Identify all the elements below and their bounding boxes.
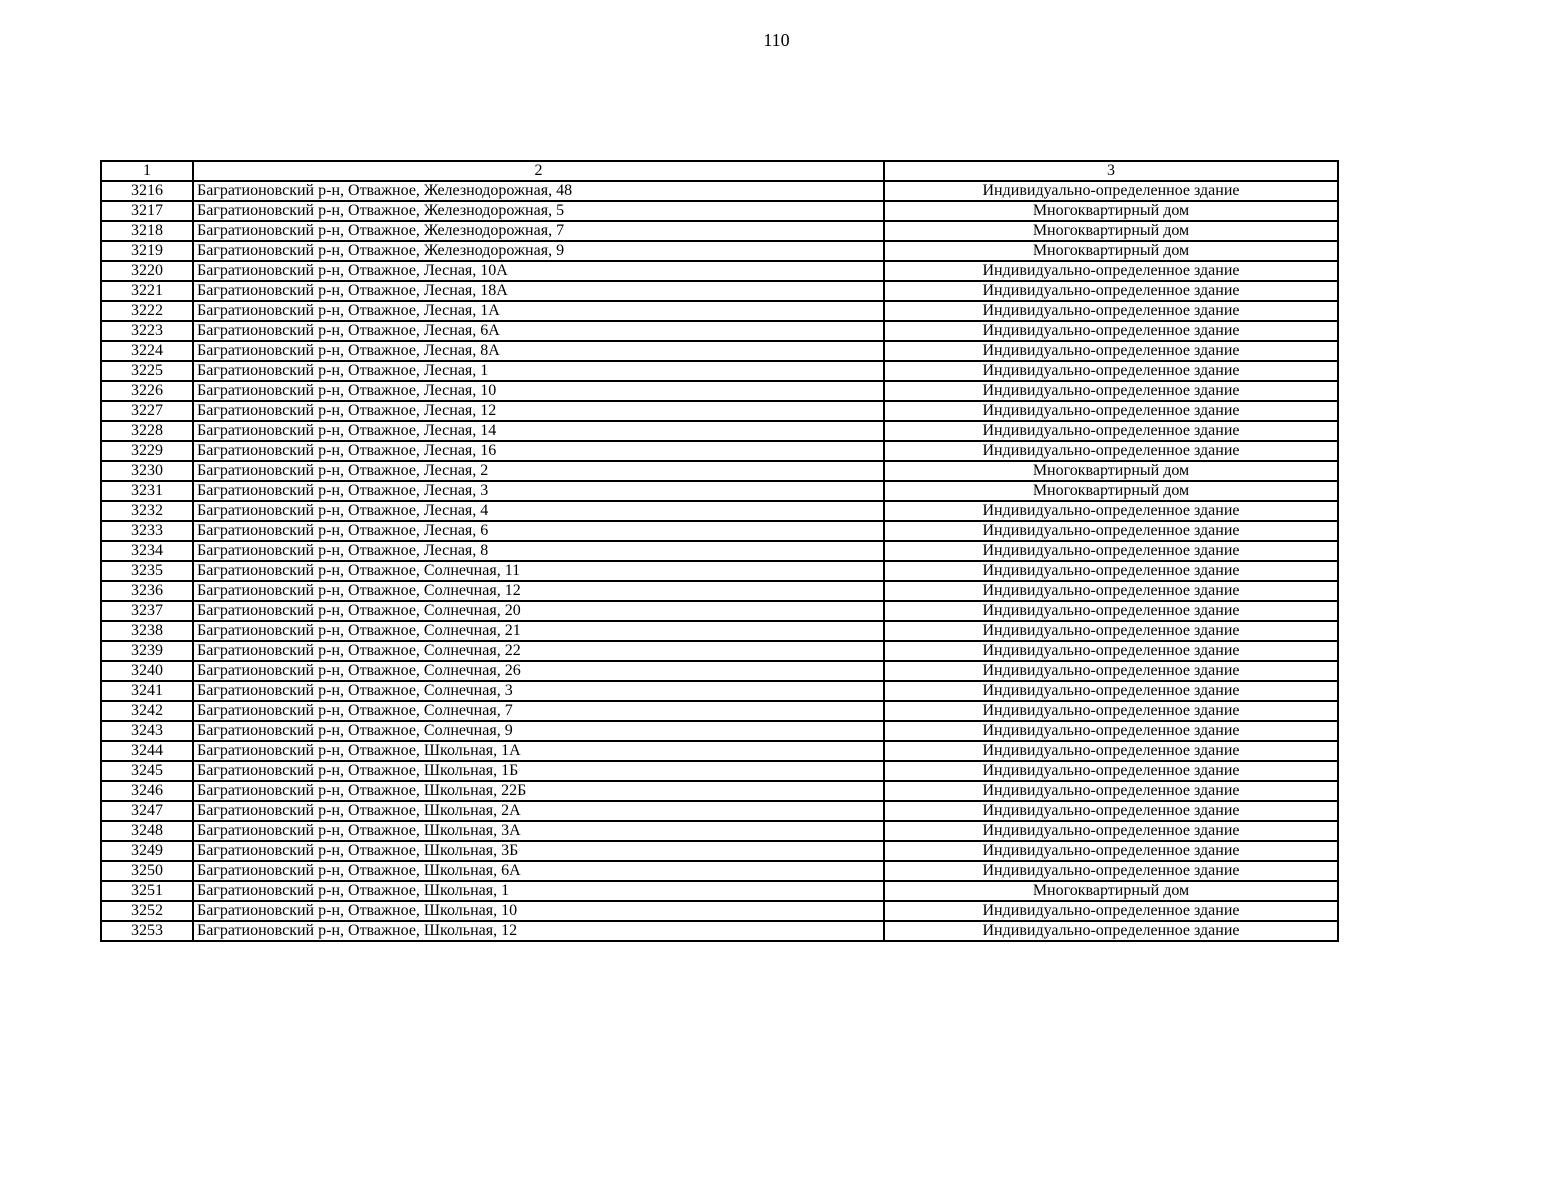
table-row (101, 301, 1338, 321)
row-number-cell: 3249 (101, 841, 193, 861)
row-number-cell: 3240 (101, 661, 193, 681)
table-row (101, 361, 1338, 381)
address-cell: Багратионовский р-н, Отважное, Железнодорожная, 5 (193, 201, 884, 221)
address-cell: Багратионовский р-н, Отважное, Солнечная, 22 (193, 641, 884, 661)
address-cell: Багратионовский р-н, Отважное, Лесная, 1 (193, 361, 884, 381)
object-type-cell: Индивидуально-определенное здание (884, 601, 1338, 621)
object-type-cell: Индивидуально-определенное здание (884, 181, 1338, 201)
address-cell: Багратионовский р-н, Отважное, Лесная, 10 (193, 381, 884, 401)
object-type-cell: Индивидуально-определенное здание (884, 841, 1338, 861)
row-number-cell: 3230 (101, 461, 193, 481)
address-cell: Багратионовский р-н, Отважное, Солнечная, 26 (193, 661, 884, 681)
object-type-cell: Многоквартирный дом (884, 461, 1338, 481)
object-type-cell: Индивидуально-определенное здание (884, 721, 1338, 741)
object-type-cell: Индивидуально-определенное здание (884, 641, 1338, 661)
object-type-cell: Индивидуально-определенное здание (884, 661, 1338, 681)
row-number-cell: 3227 (101, 401, 193, 421)
table-row (101, 721, 1338, 741)
row-number-cell: 3217 (101, 201, 193, 221)
table-row (101, 841, 1338, 861)
table-row (101, 321, 1338, 341)
row-number-cell: 3237 (101, 601, 193, 621)
address-cell: Багратионовский р-н, Отважное, Лесная, 14 (193, 421, 884, 441)
row-number-cell: 3235 (101, 561, 193, 581)
object-type-cell: Индивидуально-определенное здание (884, 921, 1338, 941)
row-number-cell: 3239 (101, 641, 193, 661)
header-row (101, 161, 1338, 181)
header-cell-1: 1 (101, 161, 193, 181)
address-cell: Багратионовский р-н, Отважное, Лесная, 16 (193, 441, 884, 461)
address-cell: Багратионовский р-н, Отважное, Солнечная, 9 (193, 721, 884, 741)
row-number-cell: 3231 (101, 481, 193, 501)
registry-table (100, 160, 1339, 942)
row-number-cell: 3248 (101, 821, 193, 841)
object-type-cell: Индивидуально-определенное здание (884, 901, 1338, 921)
table-row (101, 681, 1338, 701)
address-cell: Багратионовский р-н, Отважное, Школьная, 6А (193, 861, 884, 881)
row-number-cell: 3223 (101, 321, 193, 341)
address-cell: Багратионовский р-н, Отважное, Лесная, 18А (193, 281, 884, 301)
table-row (101, 561, 1338, 581)
address-cell: Багратионовский р-н, Отважное, Солнечная, 20 (193, 601, 884, 621)
table-row (101, 661, 1338, 681)
table-row (101, 741, 1338, 761)
row-number-cell: 3251 (101, 881, 193, 901)
object-type-cell: Индивидуально-определенное здание (884, 521, 1338, 541)
address-cell: Багратионовский р-н, Отважное, Лесная, 6А (193, 321, 884, 341)
header-cell-2: 2 (193, 161, 884, 181)
row-number-cell: 3220 (101, 261, 193, 281)
table-row (101, 621, 1338, 641)
table-row (101, 801, 1338, 821)
address-cell: Багратионовский р-н, Отважное, Школьная, 2А (193, 801, 884, 821)
header-cell-3: 3 (884, 161, 1338, 181)
address-cell: Багратионовский р-н, Отважное, Солнечная, 12 (193, 581, 884, 601)
object-type-cell: Индивидуально-определенное здание (884, 301, 1338, 321)
row-number-cell: 3253 (101, 921, 193, 941)
table-row (101, 641, 1338, 661)
row-number-cell: 3222 (101, 301, 193, 321)
row-number-cell: 3247 (101, 801, 193, 821)
address-cell: Багратионовский р-н, Отважное, Школьная, 1А (193, 741, 884, 761)
object-type-cell: Индивидуально-определенное здание (884, 321, 1338, 341)
object-type-cell: Индивидуально-определенное здание (884, 781, 1338, 801)
table-row (101, 421, 1338, 441)
row-number-cell: 3236 (101, 581, 193, 601)
row-number-cell: 3243 (101, 721, 193, 741)
table-row (101, 481, 1338, 501)
table-row (101, 281, 1338, 301)
address-cell: Багратионовский р-н, Отважное, Школьная, 22Б (193, 781, 884, 801)
table-row (101, 241, 1338, 261)
address-cell: Багратионовский р-н, Отважное, Лесная, 3 (193, 481, 884, 501)
object-type-cell: Индивидуально-определенное здание (884, 821, 1338, 841)
address-cell: Багратионовский р-н, Отважное, Лесная, 4 (193, 501, 884, 521)
row-number-cell: 3242 (101, 701, 193, 721)
object-type-cell: Индивидуально-определенное здание (884, 541, 1338, 561)
row-number-cell: 3225 (101, 361, 193, 381)
row-number-cell: 3244 (101, 741, 193, 761)
table-row (101, 381, 1338, 401)
table-row (101, 261, 1338, 281)
page-number: 110 (763, 30, 790, 50)
address-cell: Багратионовский р-н, Отважное, Лесная, 8А (193, 341, 884, 361)
address-cell: Багратионовский р-н, Отважное, Школьная, 1 (193, 881, 884, 901)
address-cell: Багратионовский р-н, Отважное, Солнечная, 21 (193, 621, 884, 641)
address-cell: Багратионовский р-н, Отважное, Солнечная, 11 (193, 561, 884, 581)
table-row (101, 341, 1338, 361)
object-type-cell: Индивидуально-определенное здание (884, 861, 1338, 881)
table-row (101, 221, 1338, 241)
row-number-cell: 3229 (101, 441, 193, 461)
address-cell: Багратионовский р-н, Отважное, Лесная, 1А (193, 301, 884, 321)
address-cell: Багратионовский р-н, Отважное, Солнечная, 7 (193, 701, 884, 721)
row-number-cell: 3238 (101, 621, 193, 641)
row-number-cell: 3241 (101, 681, 193, 701)
object-type-cell: Индивидуально-определенное здание (884, 621, 1338, 641)
object-type-cell: Индивидуально-определенное здание (884, 421, 1338, 441)
object-type-cell: Индивидуально-определенное здание (884, 381, 1338, 401)
object-type-cell: Индивидуально-определенное здание (884, 501, 1338, 521)
object-type-cell: Многоквартирный дом (884, 241, 1338, 261)
table-row (101, 821, 1338, 841)
table-row (101, 581, 1338, 601)
object-type-cell: Индивидуально-определенное здание (884, 341, 1338, 361)
object-type-cell: Индивидуально-определенное здание (884, 281, 1338, 301)
table-row (101, 201, 1338, 221)
address-cell: Багратионовский р-н, Отважное, Школьная, 1Б (193, 761, 884, 781)
table-row (101, 501, 1338, 521)
table-row (101, 601, 1338, 621)
address-cell: Багратионовский р-н, Отважное, Лесная, 6 (193, 521, 884, 541)
row-number-cell: 3234 (101, 541, 193, 561)
object-type-cell: Индивидуально-определенное здание (884, 581, 1338, 601)
address-cell: Багратионовский р-н, Отважное, Лесная, 8 (193, 541, 884, 561)
object-type-cell: Многоквартирный дом (884, 481, 1338, 501)
address-cell: Багратионовский р-н, Отважное, Школьная, 3А (193, 821, 884, 841)
row-number-cell: 3226 (101, 381, 193, 401)
row-number-cell: 3219 (101, 241, 193, 261)
row-number-cell: 3224 (101, 341, 193, 361)
object-type-cell: Индивидуально-определенное здание (884, 261, 1338, 281)
object-type-cell: Индивидуально-определенное здание (884, 441, 1338, 461)
object-type-cell: Индивидуально-определенное здание (884, 701, 1338, 721)
row-number-cell: 3250 (101, 861, 193, 881)
address-cell: Багратионовский р-н, Отважное, Солнечная, 3 (193, 681, 884, 701)
object-type-cell: Индивидуально-определенное здание (884, 761, 1338, 781)
table-row (101, 181, 1338, 201)
object-type-cell: Индивидуально-определенное здание (884, 681, 1338, 701)
address-cell: Багратионовский р-н, Отважное, Железнодорожная, 9 (193, 241, 884, 261)
address-cell: Багратионовский р-н, Отважное, Лесная, 10А (193, 261, 884, 281)
table-row (101, 861, 1338, 881)
row-number-cell: 3221 (101, 281, 193, 301)
row-number-cell: 3228 (101, 421, 193, 441)
object-type-cell: Индивидуально-определенное здание (884, 801, 1338, 821)
object-type-cell: Многоквартирный дом (884, 881, 1338, 901)
table-body (101, 181, 1338, 941)
table-row (101, 921, 1338, 941)
table-row (101, 521, 1338, 541)
table-row (101, 401, 1338, 421)
object-type-cell: Многоквартирный дом (884, 221, 1338, 241)
row-number-cell: 3252 (101, 901, 193, 921)
object-type-cell: Индивидуально-определенное здание (884, 401, 1338, 421)
table-row (101, 881, 1338, 901)
row-number-cell: 3216 (101, 181, 193, 201)
address-cell: Багратионовский р-н, Отважное, Школьная, 12 (193, 921, 884, 941)
table-row (101, 761, 1338, 781)
table-row (101, 701, 1338, 721)
row-number-cell: 3232 (101, 501, 193, 521)
row-number-cell: 3218 (101, 221, 193, 241)
address-cell: Багратионовский р-н, Отважное, Железнодорожная, 48 (193, 181, 884, 201)
object-type-cell: Индивидуально-определенное здание (884, 741, 1338, 761)
table-row (101, 781, 1338, 801)
table-row (101, 461, 1338, 481)
object-type-cell: Индивидуально-определенное здание (884, 561, 1338, 581)
address-cell: Багратионовский р-н, Отважное, Школьная, 3Б (193, 841, 884, 861)
table-row (101, 541, 1338, 561)
address-cell: Багратионовский р-н, Отважное, Лесная, 2 (193, 461, 884, 481)
object-type-cell: Многоквартирный дом (884, 201, 1338, 221)
table-header (101, 161, 1338, 181)
table-row (101, 901, 1338, 921)
table-row (101, 441, 1338, 461)
row-number-cell: 3246 (101, 781, 193, 801)
address-cell: Багратионовский р-н, Отважное, Железнодорожная, 7 (193, 221, 884, 241)
row-number-cell: 3245 (101, 761, 193, 781)
row-number-cell: 3233 (101, 521, 193, 541)
address-cell: Багратионовский р-н, Отважное, Лесная, 12 (193, 401, 884, 421)
address-cell: Багратионовский р-н, Отважное, Школьная, 10 (193, 901, 884, 921)
object-type-cell: Индивидуально-определенное здание (884, 361, 1338, 381)
